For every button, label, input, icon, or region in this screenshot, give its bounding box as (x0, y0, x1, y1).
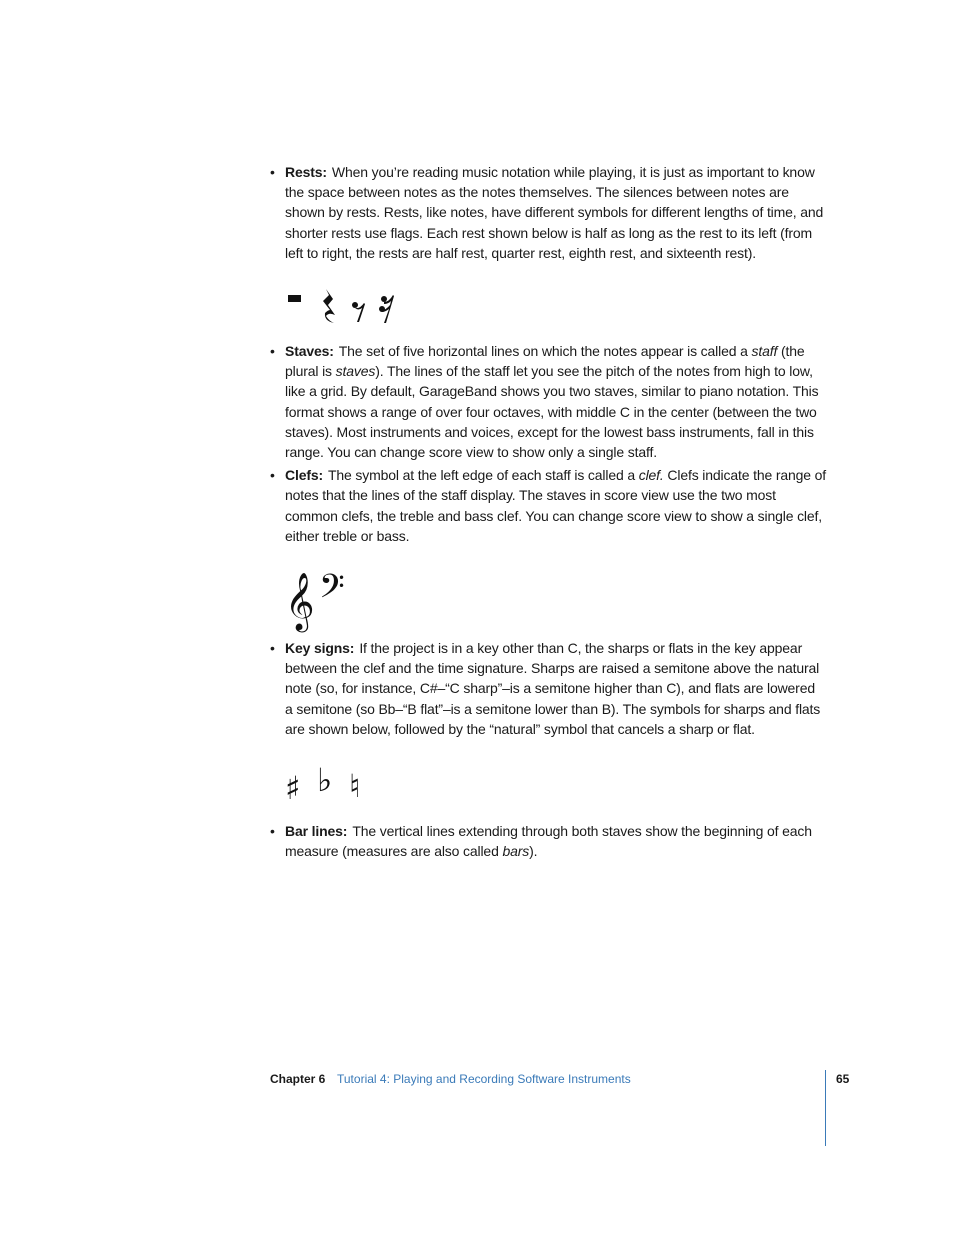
footer-chapter-title: Tutorial 4: Playing and Recording Software Instruments (337, 1072, 631, 1086)
rests-bullet (270, 162, 826, 263)
rests-text: When you’re reading music notation while playing, it is just as important to know the space between notes as the notes themselves. The silences between notes are shown by rests. Rests, like notes, have different symbols for different lengths of time, and shorter rests use flags. Each rest shown below is half as long as the rest to its left (from left to right, the rests are half rest, quarter rest, eighth rest, and sixteenth rest). (285, 164, 824, 261)
svg-text:𝄢: 𝄢 (319, 568, 345, 615)
accidentals-svg (285, 739, 405, 821)
clefs-em-clef: clef. (638, 467, 664, 484)
rests-term: Rests: (285, 164, 327, 180)
accidentals-figure (285, 739, 826, 821)
flat-icon (317, 761, 332, 799)
clefs-text-1: The symbol at the left edge of each staff is called a (328, 467, 639, 484)
half-rest-icon (288, 295, 301, 302)
svg-text:𝄞: 𝄞 (285, 572, 315, 631)
clefs-text-2: Clefs indicate the range of notes that the lines of the staff display. The staves in score view use the two most common clefs, the treble and bass clef. You can change score view to show a single clef, either treble or bass. (285, 467, 827, 544)
bullet-dot: • (270, 467, 275, 484)
quarter-rest-icon (323, 289, 335, 323)
keysigns-text: If the project is in a key other than C, the sharps or flats in the key appear between the clef and the time signature. Sharps are raised a semitone above the natural note (so, for instance, C#–“C sharp”–is a semitone higher than C), and flats are lowered a semitone (so Bb–“B flat”–is a semitone lower than B). The symbols for sharps and flats are shown below, followed by the “natural” symbol that cancels a sharp or flat. (285, 640, 821, 737)
rests-figure (285, 263, 826, 341)
staves-text-3: ). The lines of the staff let you see the pitch of the notes from high to low, like a grid. By default, GarageBand shows you two staves, similar to piano notation. This format shows a range of over four octaves, with middle C in the center (between the two staves). Most instruments and voices, except for the lowest bass instruments, fall in this range. You can change score view to show only a single staff. (285, 363, 819, 461)
natural-icon (349, 767, 360, 805)
barlines-text-1: The vertical lines extending through both staves show the beginning of each measure (measures are also called (285, 823, 812, 860)
staves-term: Staves: (285, 343, 334, 360)
sixteenth-rest-icon (379, 295, 394, 323)
clefs-svg (285, 546, 405, 638)
keysigns-term: Key signs: (285, 640, 355, 657)
barlines-bullet (270, 821, 826, 861)
bullet-dot: • (270, 164, 275, 180)
staves-text-1: The set of five horizontal lines on which the notes appear is called a (338, 343, 752, 360)
svg-text:♯: ♯ (285, 769, 301, 808)
page-number: 65 (836, 1072, 850, 1086)
eighth-rest-icon (352, 302, 365, 322)
clefs-bullet (270, 465, 826, 546)
footer-chapter: Chapter 6 (270, 1072, 326, 1086)
sharp-icon (285, 769, 300, 807)
svg-text:♮: ♮ (349, 767, 361, 806)
bullet-dot: • (270, 640, 275, 657)
bass-clef-icon (319, 568, 345, 614)
treble-clef-icon (285, 572, 315, 633)
clefs-term: Clefs: (285, 467, 323, 484)
page-content (270, 162, 826, 861)
barlines-term: Bar lines: (285, 823, 348, 840)
clefs-figure (285, 546, 826, 638)
staves-text-2: (the plural is (285, 343, 805, 380)
staves-bullet (270, 341, 826, 462)
barlines-text-2: ). (529, 843, 538, 860)
rests-svg (285, 263, 425, 341)
bullet-dot: • (270, 823, 275, 840)
staves-em-staves: staves (335, 363, 376, 380)
barlines-em-bars: bars (502, 843, 530, 860)
svg-text:♭: ♭ (317, 761, 333, 800)
staves-em-staff: staff (751, 343, 778, 360)
bullet-dot: • (270, 343, 275, 360)
keysigns-bullet (270, 638, 826, 739)
footer-rule (825, 1070, 826, 1146)
